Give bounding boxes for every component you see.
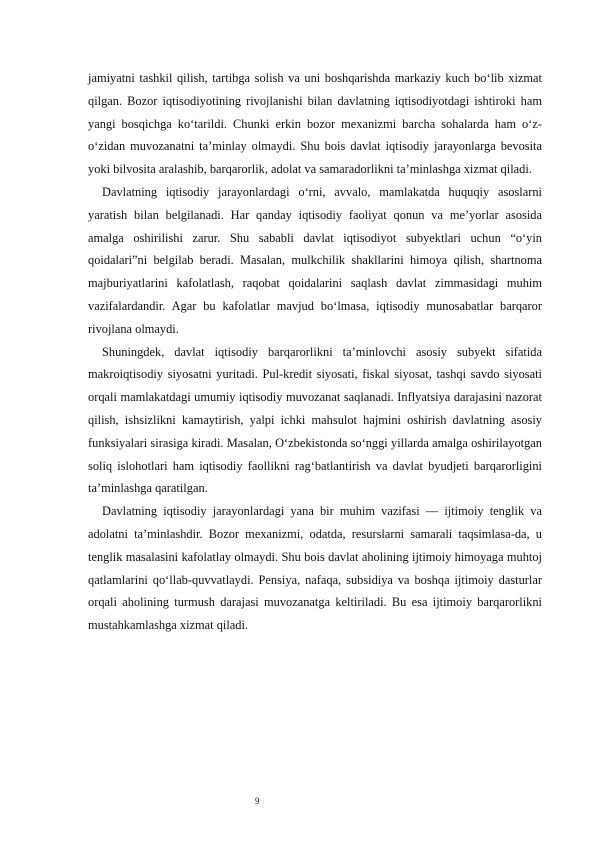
paragraph-1: jamiyatni tashkil qilish, tartibga solish va uni boshqarishda markaziy kuch bo‘lib xizmat qilgan. Bozor iqtisodiyotining rivojlanishi bilan davlatning iqtisodiyotdagi ishtiroki ham yangi bosqichga ko‘tarildi. Chunki erkin bozor mexanizmi barcha sohalarda ham o‘z-o‘zidan muvozanatni ta’minlay olmaydi. Shu bois davlat iqtisodiy jarayonlarga bevosita yoki bilvosita aralashib, barqarorlik, adolat va samaradorlikni ta’minlashga xizmat qiladi. (88, 71, 542, 177)
paragraph-3: Shuningdek, davlat iqtisodiy barqarorlikni ta’minlovchi asosiy subyekt sifatida makroiqtisodiy siyosatni yuritadi. Pul-kredit siyosati, fiskal siyosat, tashqi savdo siyosati orqali mamlakatdagi umumiy iqtisodiy muvozanat saqlanadi. Inflyatsiya darajasini nazorat qilish, ishsizlikni kamaytirish, yalpi ichki mahsulot hajmini oshirish davlatning asosiy funksiyalari sirasiga kiradi. Masalan, O‘zbekistonda so‘nggi yillarda amalga oshirilayotgan soliq islohotlari ham iqtisodiy faollikni rag‘batlantirish va davlat byudjeti barqarorligini ta’minlashga qaratilgan. (88, 344, 542, 496)
page-number: 9 (255, 796, 260, 806)
paragraph-2: Davlatning iqtisodiy jarayonlardagi o‘rni, avvalo, mamlakatda huquqiy asoslarni yaratish bilan belgilanadi. Har qanday iqtisodiy faoliyat qonun va me’yorlar asosida amalga oshirilishi zarur. Shu sababli davlat iqtisodiyot subyektlari uchun “o‘yin qoidalari”ni belgilab beradi. Masalan, mulkchilik shakllarini himoya qilish, shartnoma majburiyatlarini kafolatlash, raqobat qoidalarini saqlash davlat zimmasidagi muhim vazifalardandir. Agar bu kafolatlar mavjud bo‘lmasa, iqtisodiy munosabatlar barqaror rivojlana olmaydi. (88, 184, 542, 336)
paragraph-4: Davlatning iqtisodiy jarayonlardagi yana bir muhim vazifasi — ijtimoiy tenglik va adolatni ta’minlashdir. Bozor mexanizmi, odatda, resurslarni samarali taqsimlasa-da, u tenglik masalasini kafolatlay olmaydi. Shu bois davlat aholining ijtimoiy himoyaga muhtoj qatlamlarini qo‘llab-quvvatlaydi. Pensiya, nafaqa, subsidiya va boshqa ijtimoiy dasturlar orqali aholining turmush darajasi muvozanatga keltiriladi. Bu esa ijtimoiy barqarorlikni mustahkamlashga xizmat qiladi. (88, 504, 542, 633)
document-body (88, 67, 542, 637)
